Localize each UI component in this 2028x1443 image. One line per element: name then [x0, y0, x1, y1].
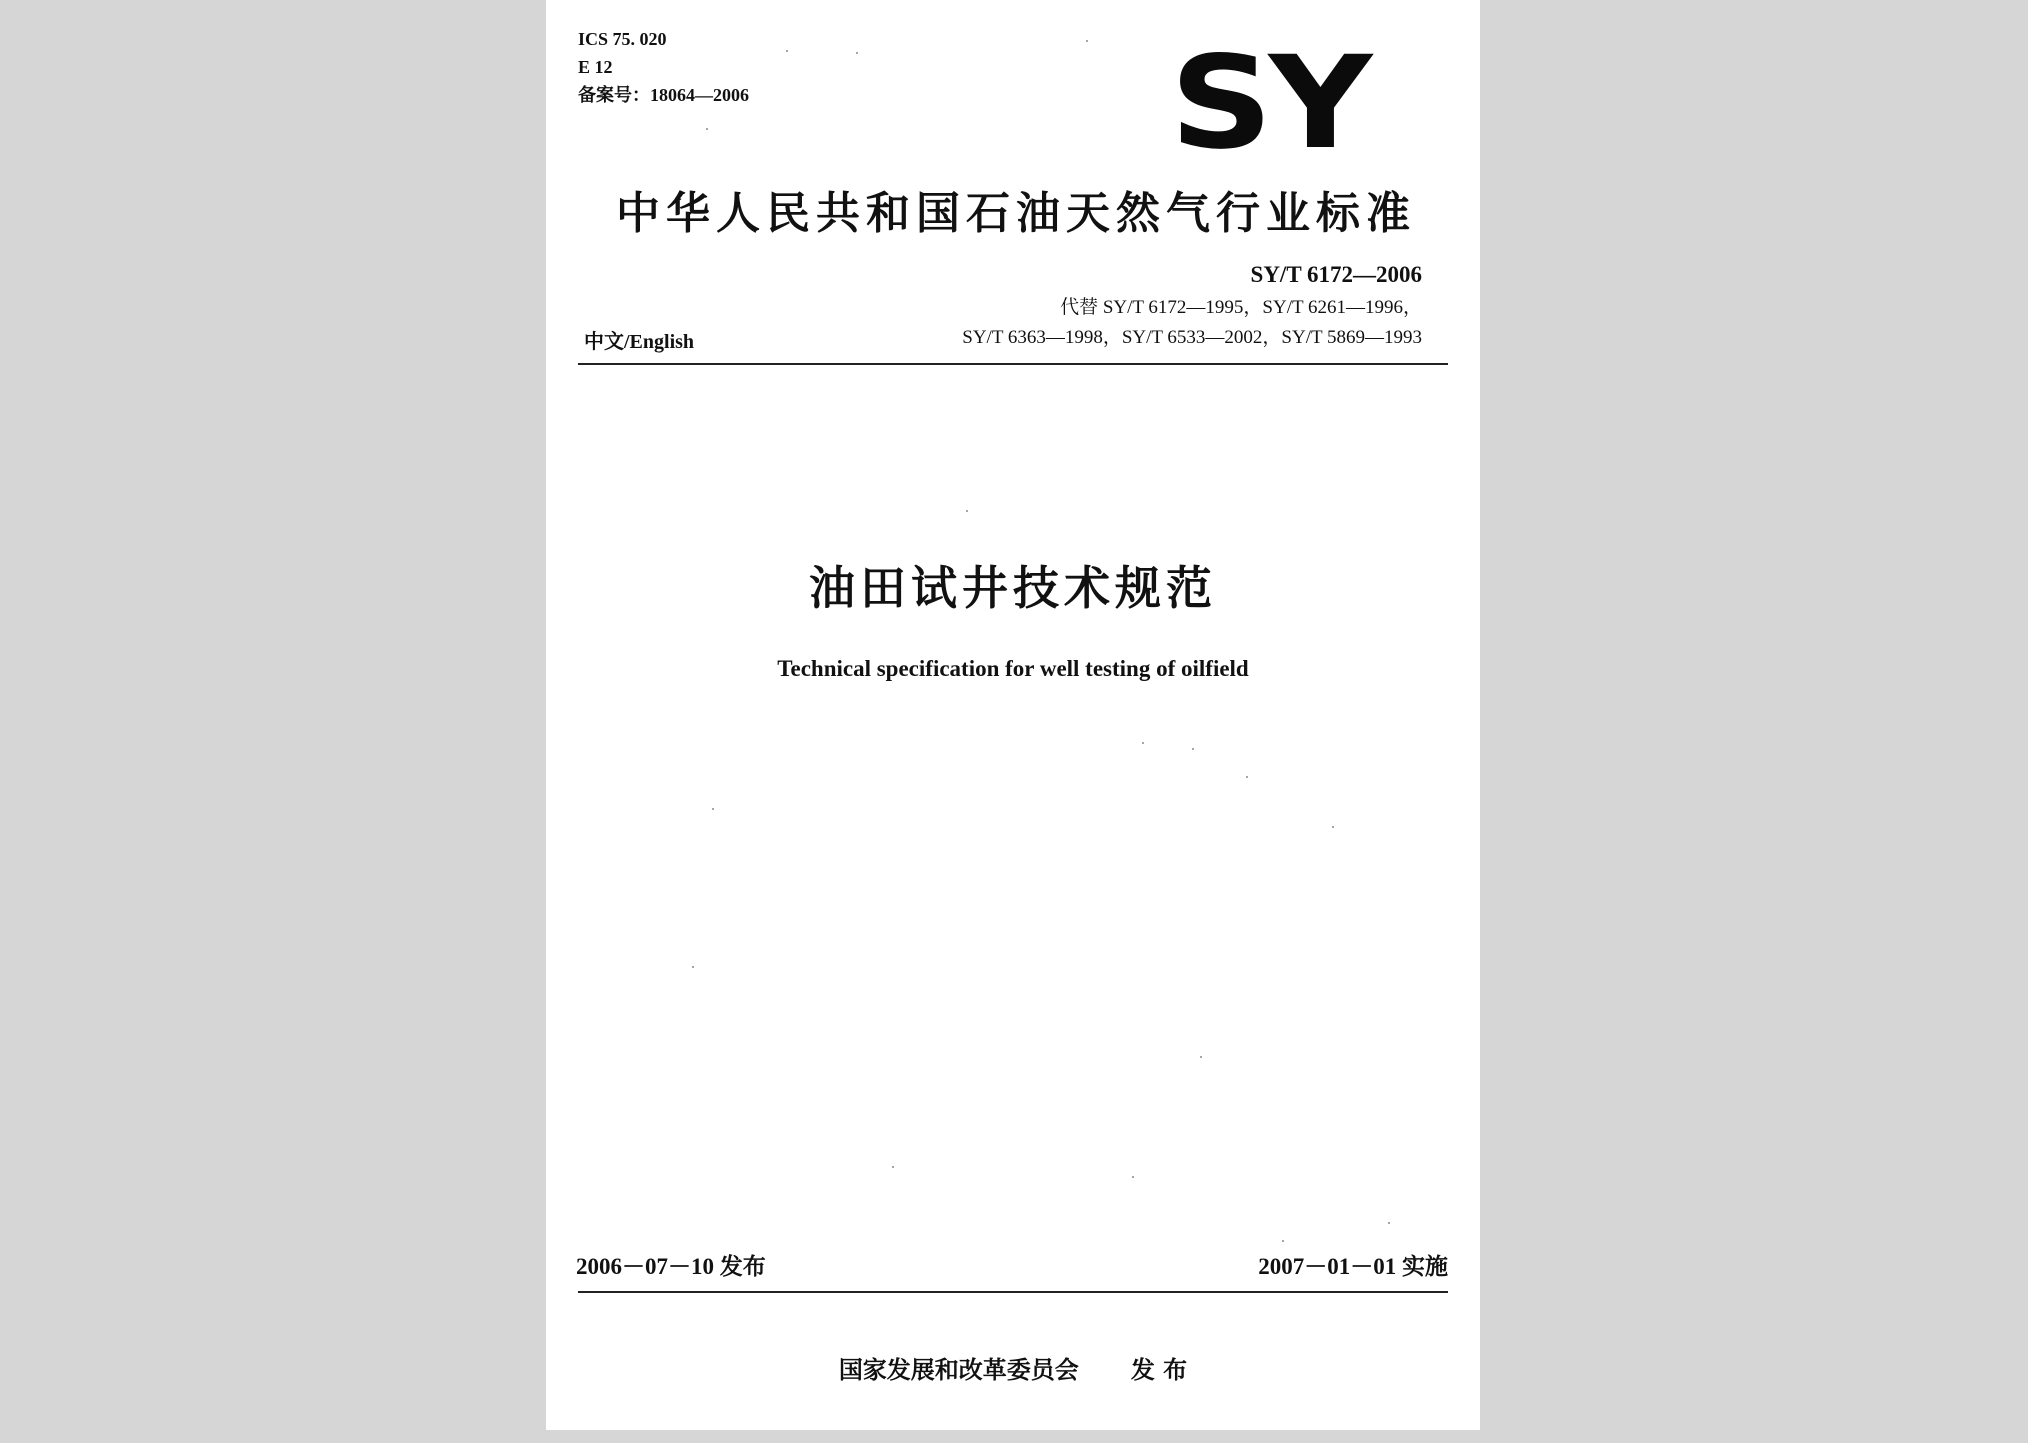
standard-number: SY/T 6172—2006 [1250, 262, 1422, 287]
scan-speck [1246, 776, 1248, 778]
standard-category-title: 中华人民共和国石油天然气行业标准 [616, 188, 1416, 239]
effective-date: 2007－01－01 实施 [1258, 1254, 1448, 1279]
scan-speck [786, 50, 788, 52]
document-page [546, 0, 1480, 1430]
classification-code: E 12 [578, 57, 613, 77]
replaces-line-1: 代替 SY/T 6172—1995，SY/T 6261—1996， [1060, 297, 1422, 318]
scan-speck [1332, 826, 1334, 828]
scan-speck [892, 1166, 894, 1168]
scan-speck [1192, 748, 1194, 750]
publisher-line [546, 1350, 1480, 1385]
publisher-name: 国家发展和改革委员会 [838, 1356, 1079, 1384]
sy-logo: SY [1169, 29, 1368, 178]
scan-speck [1200, 1056, 1202, 1058]
scan-speck [856, 52, 858, 54]
footer-divider [578, 1291, 1448, 1293]
issue-date: 2006－07－10 发布 [576, 1254, 766, 1279]
publisher-action: 发 布 [1130, 1356, 1188, 1384]
scan-speck [692, 966, 694, 968]
header-divider [578, 363, 1448, 365]
scan-speck [1388, 1222, 1390, 1224]
title-english: Technical specification for well testing of oilfield [777, 656, 1249, 681]
scan-speck [706, 128, 708, 130]
language-label: 中文/English [584, 331, 695, 353]
ics-code: ICS 75. 020 [578, 29, 667, 49]
replaces-line-2: SY/T 6363—1998，SY/T 6533—2002，SY/T 5869—1993 [962, 327, 1422, 348]
scan-speck [1282, 1240, 1284, 1242]
scan-speck [966, 510, 968, 512]
scan-speck [1086, 40, 1088, 42]
scan-speck [1142, 742, 1144, 744]
title-chinese: 油田试井技术规范 [809, 561, 1217, 615]
scan-speck [1132, 1176, 1134, 1178]
scan-speck [712, 808, 714, 810]
filing-number: 备案号：18064—2006 [578, 85, 749, 105]
